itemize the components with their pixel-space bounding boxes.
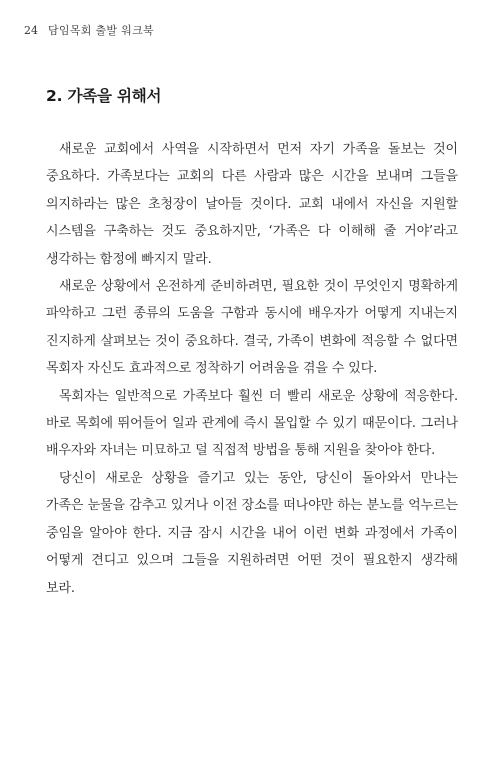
running-title: 담임목회 출발 워크북 (48, 24, 154, 37)
paragraph-3: 목회자는 일반적으로 가족보다 훨씬 더 빨리 새로운 상황에 적응한다. 바로 목회에 뛰어들어 일과 관계에 즉시 몰입할 수 있기 때문이다. 그러나 배우자와 자녀는 미묘하고 덜 직접적 방법을 통해 지원을 찾아야 한다. (46, 388, 458, 459)
paragraph-1: 새로운 교회에서 사역을 시작하면서 먼저 자기 가족을 돌보는 것이 중요하다. 가족보다는 교회의 다른 사람과 많은 시간을 보내며 그들을 의지하라는 많은 초청장이 날아들 것이다. 교회 내에서 자신을 지원할 시스템을 구축하는 것도 중요하지만, ‘가족은 다 이해해 줄 거야’라고 생각하는 함정에 빠지지 말라. (46, 142, 458, 267)
paragraph-4: 당신이 새로운 상황을 즐기고 있는 동안, 당신이 돌아와서 만나는 가족은 눈물을 감추고 있거나 이전 장소를 떠나야만 하는 분노를 억누르는 중임을 알아야 한다. 지금 잠시 시간을 내어 이런 변화 과정에서 가족이 어떻게 견디고 있으며 그들을 지원하려면 어떤 것이 필요한지 생각해 보라. (46, 470, 458, 596)
page-number: 24 (24, 24, 38, 37)
paragraph-2: 새로운 상황에서 온전하게 준비하려면, 필요한 것이 무엇인지 명확하게 파악하고 그런 종류의 도움을 구함과 동시에 배우자가 어떻게 지내는지 진지하게 살펴보는 것이 중요하다. 결국, 가족이 변화에 적응할 수 없다면 목회자 자신도 효과적으로 정착하기 어려움을 겪을 수 있다. (46, 279, 458, 377)
section-heading: 2. 가족을 위해서 (46, 87, 162, 105)
page-header (24, 22, 154, 38)
body-text (46, 136, 458, 602)
